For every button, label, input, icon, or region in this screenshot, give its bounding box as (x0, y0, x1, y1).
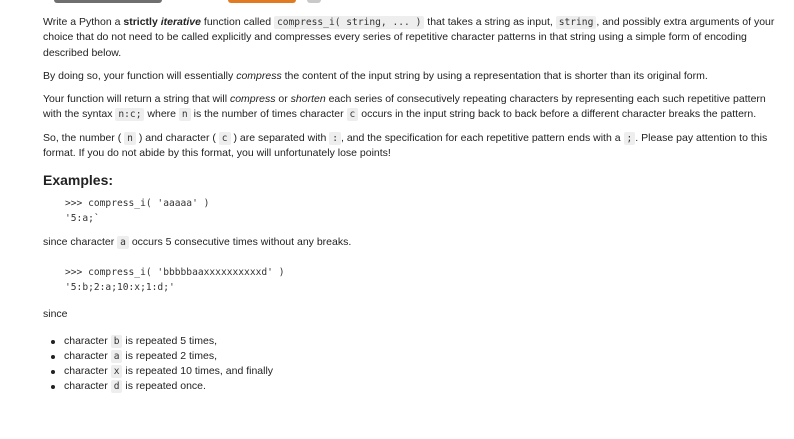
text: is repeated 5 times, (122, 335, 218, 348)
paragraph-return (43, 92, 783, 123)
text: is the number of times character (190, 108, 347, 121)
list-item (64, 364, 783, 379)
text: the content of the input string by using a representation that is shorter than its original form. (281, 69, 708, 82)
paragraph-intro (43, 15, 783, 61)
list-item (64, 349, 783, 364)
text: each series of consecutively repeating characters by representing each such repetitive pattern with the syntax (43, 93, 766, 121)
inline-code: a (111, 350, 123, 363)
text: character (64, 350, 111, 363)
code-line: >>> compress_i( 'aaaaa' ) (65, 197, 210, 209)
text: where (144, 108, 179, 121)
text: character (64, 380, 111, 393)
text: ) are separated with (230, 131, 330, 144)
inline-code: ; (624, 132, 636, 145)
text: Your function will return a string that will (43, 93, 230, 106)
text: is repeated 10 times, and finally (122, 365, 274, 378)
list-item (64, 379, 783, 394)
toolbar-button-orange[interactable] (228, 0, 296, 3)
repetition-list (64, 334, 783, 394)
code-line: '5:a;` (65, 212, 100, 224)
example-2-code (43, 265, 783, 295)
text: that takes a string as input, (424, 16, 556, 28)
example-1-code (43, 196, 783, 226)
text: function called (201, 16, 274, 28)
toolbar-button-left[interactable] (54, 0, 162, 3)
example-1-explanation (43, 235, 783, 250)
inline-code: n (179, 108, 191, 121)
inline-code: : (329, 132, 341, 145)
emphasis-text: iterative (160, 16, 201, 28)
inline-code: c (347, 108, 359, 121)
inline-code: a (117, 236, 129, 249)
inline-code: b (111, 335, 123, 348)
text: is repeated once. (122, 380, 206, 393)
paragraph-format (43, 131, 783, 162)
text: ) and character ( (135, 131, 219, 144)
inline-code: string (556, 16, 597, 29)
text: since character (43, 235, 118, 248)
problem-description (43, 15, 783, 394)
inline-code: x (111, 365, 123, 378)
toolbar-button-small[interactable] (307, 0, 321, 3)
emphasis-text: shorten (290, 93, 326, 106)
text: Write a Python a (43, 16, 124, 28)
text: By doing so, your function will essentially (43, 69, 237, 82)
text: . Please pay attention to this format. If you do not abide by this format, you will unfortunately lose points! (43, 131, 768, 160)
text: is repeated 2 times, (122, 350, 218, 363)
code-line: >>> compress_i( 'bbbbbaaxxxxxxxxxxd' ) (65, 266, 285, 278)
text: So, the number ( (43, 131, 125, 144)
inline-code: n:c; (115, 108, 144, 121)
inline-code: n (124, 132, 136, 145)
text: character (64, 335, 111, 348)
text: , and possibly extra arguments of your choice that do not need to be called explicitly and compresses every series of repetitive character patterns in that string using a simple form of encoding described below. (43, 16, 775, 59)
list-item (64, 334, 783, 349)
code-line: '5:b;2:a;10:x;1:d;' (65, 281, 175, 293)
inline-code: compress_i( string, ... ) (274, 16, 424, 29)
emphasis-text: compress (229, 93, 276, 106)
text: , and the specification for each repetitive pattern ends with a (340, 131, 624, 144)
strong-text: strictly (123, 16, 158, 28)
inline-code: d (111, 380, 123, 393)
text: character (64, 365, 111, 378)
examples-heading: Examples: (43, 172, 114, 189)
inline-code: c (219, 132, 231, 145)
paragraph-compress (43, 69, 783, 84)
top-toolbar (0, 0, 794, 4)
text: or (275, 93, 291, 106)
emphasis-text: compress (236, 69, 282, 82)
example-2-since: since (43, 307, 68, 320)
text: occurs in the input string back to back before a different character breaks the pattern. (358, 108, 757, 121)
text: occurs 5 consecutive times without any breaks. (128, 235, 352, 248)
